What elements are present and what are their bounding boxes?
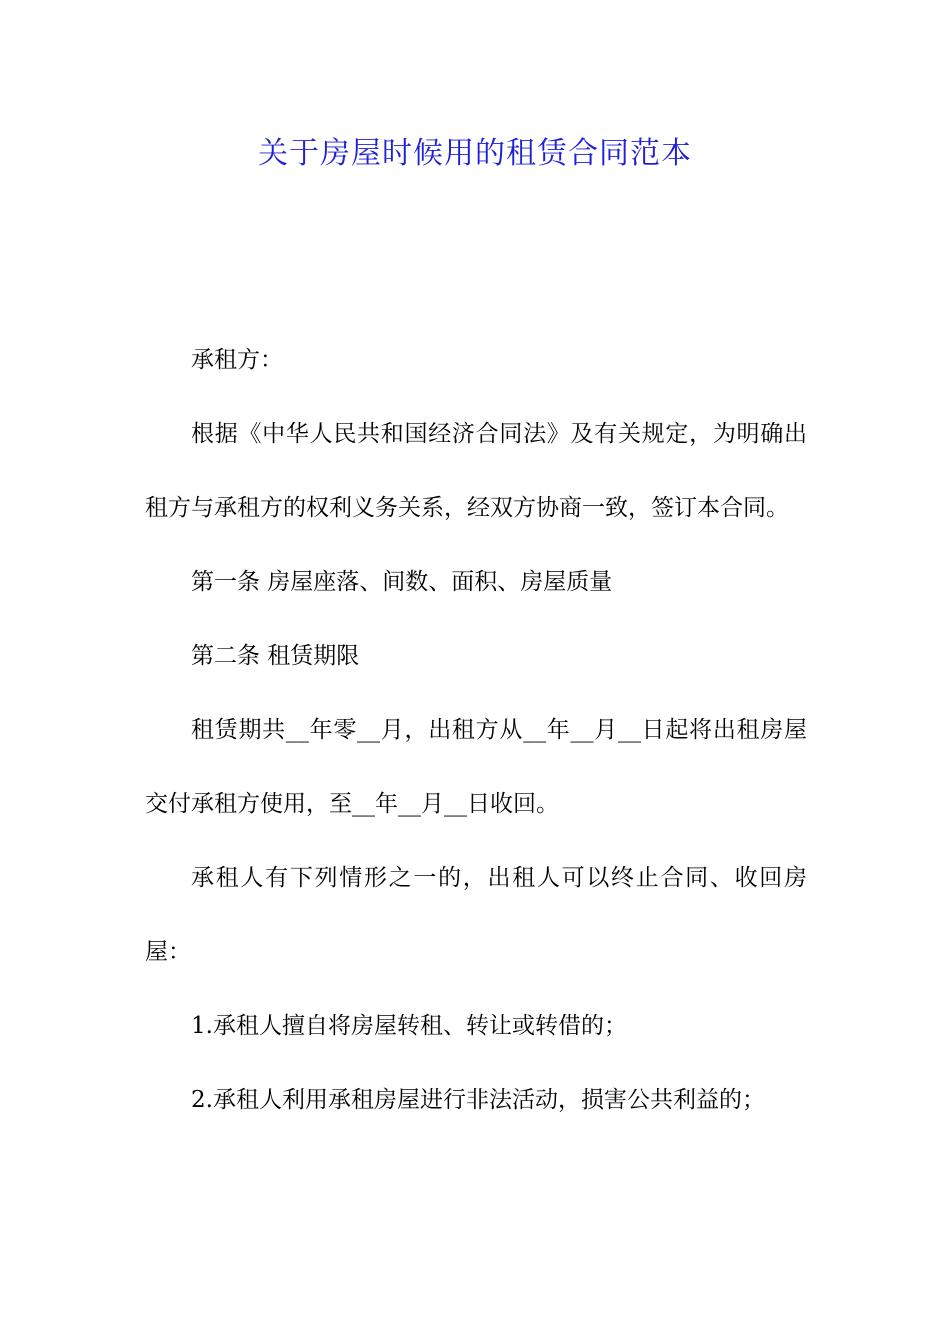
paragraph-article-1: 第一条 房屋座落、间数、面积、房屋质量 [191, 569, 613, 595]
paragraph-lease-term: 租赁期共__年零__月，出租方从__年__月__日起将出租房屋交付承租方使用，至__年__月__日收回。 [145, 717, 807, 817]
document-body [145, 323, 807, 1137]
paragraph-clause-2: 2.承租人利用承租房屋进行非法活动，损害公共利益的； [191, 1087, 765, 1113]
paragraph-article-2: 第二条 租赁期限 [191, 643, 360, 669]
paragraph-lessee: 承租方： [191, 347, 283, 373]
paragraph-clause-1: 1.承租人擅自将房屋转租、转让或转借的； [191, 1013, 627, 1039]
paragraph-preamble: 根据《中华人民共和国经济合同法》及有关规定，为明确出租方与承租方的权利义务关系，经双方协商一致，签订本合同。 [145, 421, 807, 521]
document-title: 关于房屋时候用的租赁合同范本 [258, 136, 692, 171]
paragraph-termination-conditions: 承租人有下列情形之一的，出租人可以终止合同、收回房屋： [145, 865, 807, 965]
